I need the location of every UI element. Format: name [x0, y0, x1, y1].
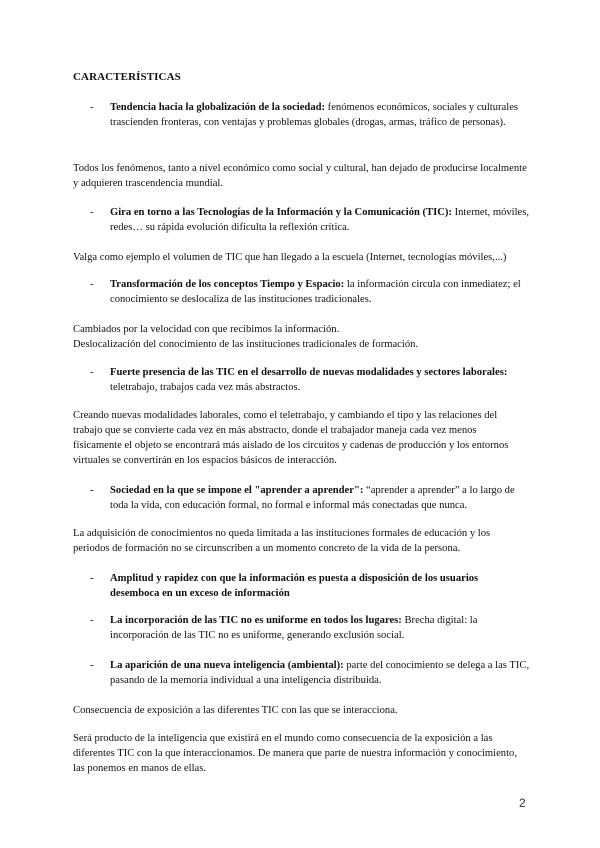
bullet-dash: - — [90, 207, 94, 218]
bullet-bold-term: Amplitud y rapidez con que la información es puesta a disposición de los usuarios desemboca en un exceso de información — [110, 573, 479, 599]
bullet-information-excess — [90, 571, 530, 601]
bullet-description: la información circula con inmediatez; el conocimiento se deslocaliza de las instituciones tradicionales. — [110, 279, 521, 305]
paragraph-labor: Creando nuevas modalidades laborales, como el teletrabajo, y cambiando el tipo y las relaciones del trabajo que se convierte cada vez en más abstracto, donde el trabajador maneja cada vez menos físicamente el objeto se encontrará más aislado de los circuitos y cadenas de producción y los entornos virtuales se convertirán en los espacios básicos de interacción. — [73, 410, 509, 466]
paragraph-exposure: Consecuencia de exposición a las diferentes TIC con las que se interacciona. — [73, 705, 398, 716]
bullet-labor — [90, 365, 530, 395]
bullet-text — [110, 483, 530, 513]
paragraph-tic-example: Valga como ejemplo el volumen de TIC que han llegado a la escuela (Internet, tecnologías móviles,...) — [73, 252, 507, 263]
bullet-dash: - — [90, 573, 94, 584]
bullet-bold-term: La incorporación de las TIC no es uniforme en todos los lugares: — [110, 615, 402, 626]
bullet-text — [110, 365, 530, 395]
bullet-bold-term: Fuerte presencia de las TIC en el desarrollo de nuevas modalidades y sectores laborales: — [110, 367, 508, 378]
bullet-description: teletrabajo, trabajos cada vez más abstractos. — [110, 382, 301, 393]
bullet-ambient-intelligence — [90, 658, 530, 688]
bullet-description: Internet, móviles, redes… su rápida evolución dificulta la reflexión crítica. — [110, 207, 530, 233]
page-number: 2 — [519, 796, 526, 810]
paragraph-speed: Cambiados por la velocidad con que recibimos la información. — [73, 324, 340, 335]
bullet-dash: - — [90, 102, 94, 113]
section-heading: CARACTERÍSTICAS — [73, 71, 181, 83]
bullet-text — [110, 100, 530, 130]
bullet-dash: - — [90, 485, 94, 496]
bullet-text — [110, 658, 530, 688]
bullet-bold-term: Sociedad en la que se impone el "aprender a aprender": — [110, 485, 364, 496]
bullet-description: Brecha digital: la incorporación de las TIC no es uniforme, generando exclusión social. — [110, 615, 478, 641]
bullet-digital-divide — [90, 613, 530, 643]
bullet-dash: - — [90, 279, 94, 290]
paragraph-learning: La adquisición de conocimientos no queda limitada a las instituciones formales de educación y los periodos de formación no se circunscriben a un momento concreto de la vida de la persona. — [73, 528, 491, 554]
bullet-description: “aprender a aprender” a lo largo de toda la vida, con educación formal, no formal e informal más conectadas que nunca. — [110, 485, 515, 511]
bullet-dash: - — [90, 660, 94, 671]
bullet-learn-to-learn — [90, 483, 530, 513]
bullet-time-space — [90, 277, 530, 307]
bullet-dash: - — [90, 615, 94, 626]
bullet-bold-term: Transformación de los conceptos Tiempo y Espacio: — [110, 279, 345, 290]
paragraph-intelligence: Será producto de la inteligencia que existirá en el mundo como consecuencia de la exposición a las diferentes TIC con la que interaccionamos. De manera que parte de nuestra información y conocimiento, las ponemos en manos de ellas. — [73, 733, 517, 774]
bullet-bold-term: La aparición de una nueva inteligencia (ambiental): — [110, 660, 344, 671]
bullet-globalization — [90, 100, 530, 130]
bullet-description: parte del conocimiento se delega a las TIC, pasando de la memoria individual a una inteligencia distribuida. — [110, 660, 530, 686]
bullet-dash: - — [90, 367, 94, 378]
paragraph-globalization: Todos los fenómenos, tanto a nivel económico como social y cultural, han dejado de producirse localmente y adquieren trascendencia mundial. — [73, 163, 527, 189]
bullet-text — [110, 571, 530, 601]
bullet-bold-term: Tendencia hacia la globalización de la sociedad: — [110, 102, 326, 113]
bullet-text — [110, 277, 530, 307]
paragraph-delocalization: Deslocalización del conocimiento de las instituciones tradicionales de formación. — [73, 339, 419, 350]
bullet-text — [110, 613, 530, 643]
bullet-description: fenómenos económicos, sociales y culturales trascienden fronteras, con ventajas y problemas globales (drogas, armas, tráfico de personas). — [110, 102, 519, 128]
bullet-text — [110, 205, 530, 235]
bullet-bold-term: Gira en torno a las Tecnologías de la Información y la Comunicación (TIC): — [110, 207, 452, 218]
bullet-tic — [90, 205, 530, 235]
